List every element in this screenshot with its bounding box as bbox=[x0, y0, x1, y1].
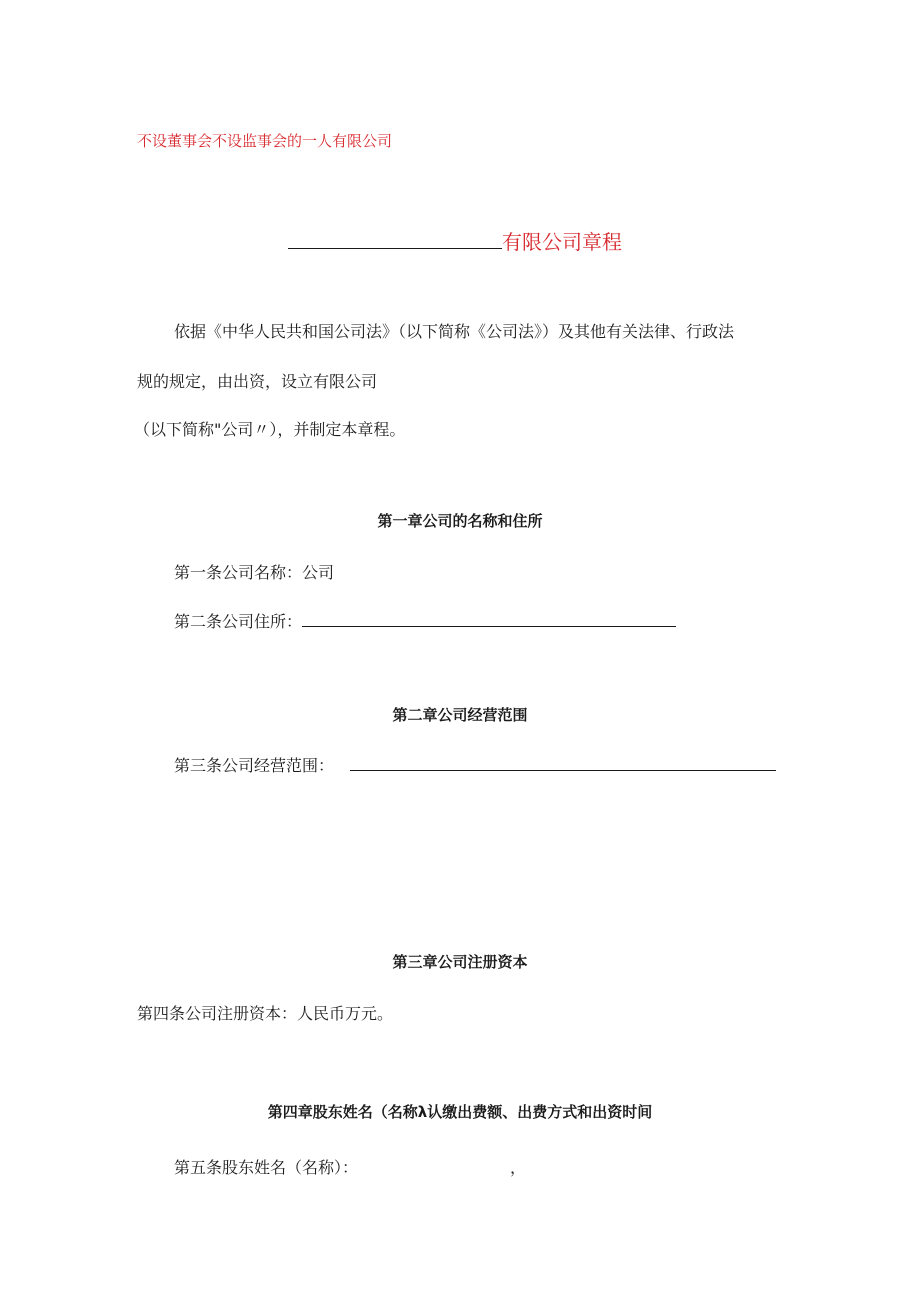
document-title-text: 有限公司章程 bbox=[502, 230, 622, 254]
article-4: 第四条公司注册资本：人民币万元。 bbox=[137, 1004, 394, 1023]
preamble-line-3: （以下简称"公司〃），并制定本章程。 bbox=[134, 420, 406, 439]
business-scope-blank bbox=[350, 756, 776, 771]
address-blank bbox=[302, 612, 676, 627]
document-title bbox=[288, 226, 622, 255]
article-2-label: 第二条公司住所： bbox=[174, 612, 303, 631]
article-1: 第一条公司名称：公司 bbox=[174, 563, 335, 582]
chapter-1-heading: 第一章公司的名称和住所 bbox=[377, 512, 543, 530]
article-2 bbox=[174, 609, 676, 632]
article-3 bbox=[174, 753, 776, 776]
preamble-line-2: 规的规定，由出资，设立有限公司 bbox=[137, 372, 378, 391]
article-3-label: 第三条公司经营范围： bbox=[174, 756, 335, 775]
chapter-4-heading: 第四章股东姓名（名称λ认缴出费额、出费方式和出资时间 bbox=[267, 1103, 653, 1121]
chapter-2-heading: 第二章公司经营范围 bbox=[392, 706, 528, 724]
company-name-blank bbox=[288, 234, 502, 249]
chapter-3-heading: 第三章公司注册资本 bbox=[392, 953, 528, 971]
article-5-comma: ， bbox=[510, 1158, 527, 1177]
preamble-line-1: 依据《中华人民共和国公司法》（以下简称《公司法》）及其他有关法律、行政法 bbox=[174, 322, 735, 341]
article-5 bbox=[174, 1155, 526, 1178]
article-5-label: 第五条股东姓名（名称）： bbox=[174, 1158, 351, 1177]
company-type-label: 不设董事会不设监事会的一人有限公司 bbox=[137, 132, 393, 150]
